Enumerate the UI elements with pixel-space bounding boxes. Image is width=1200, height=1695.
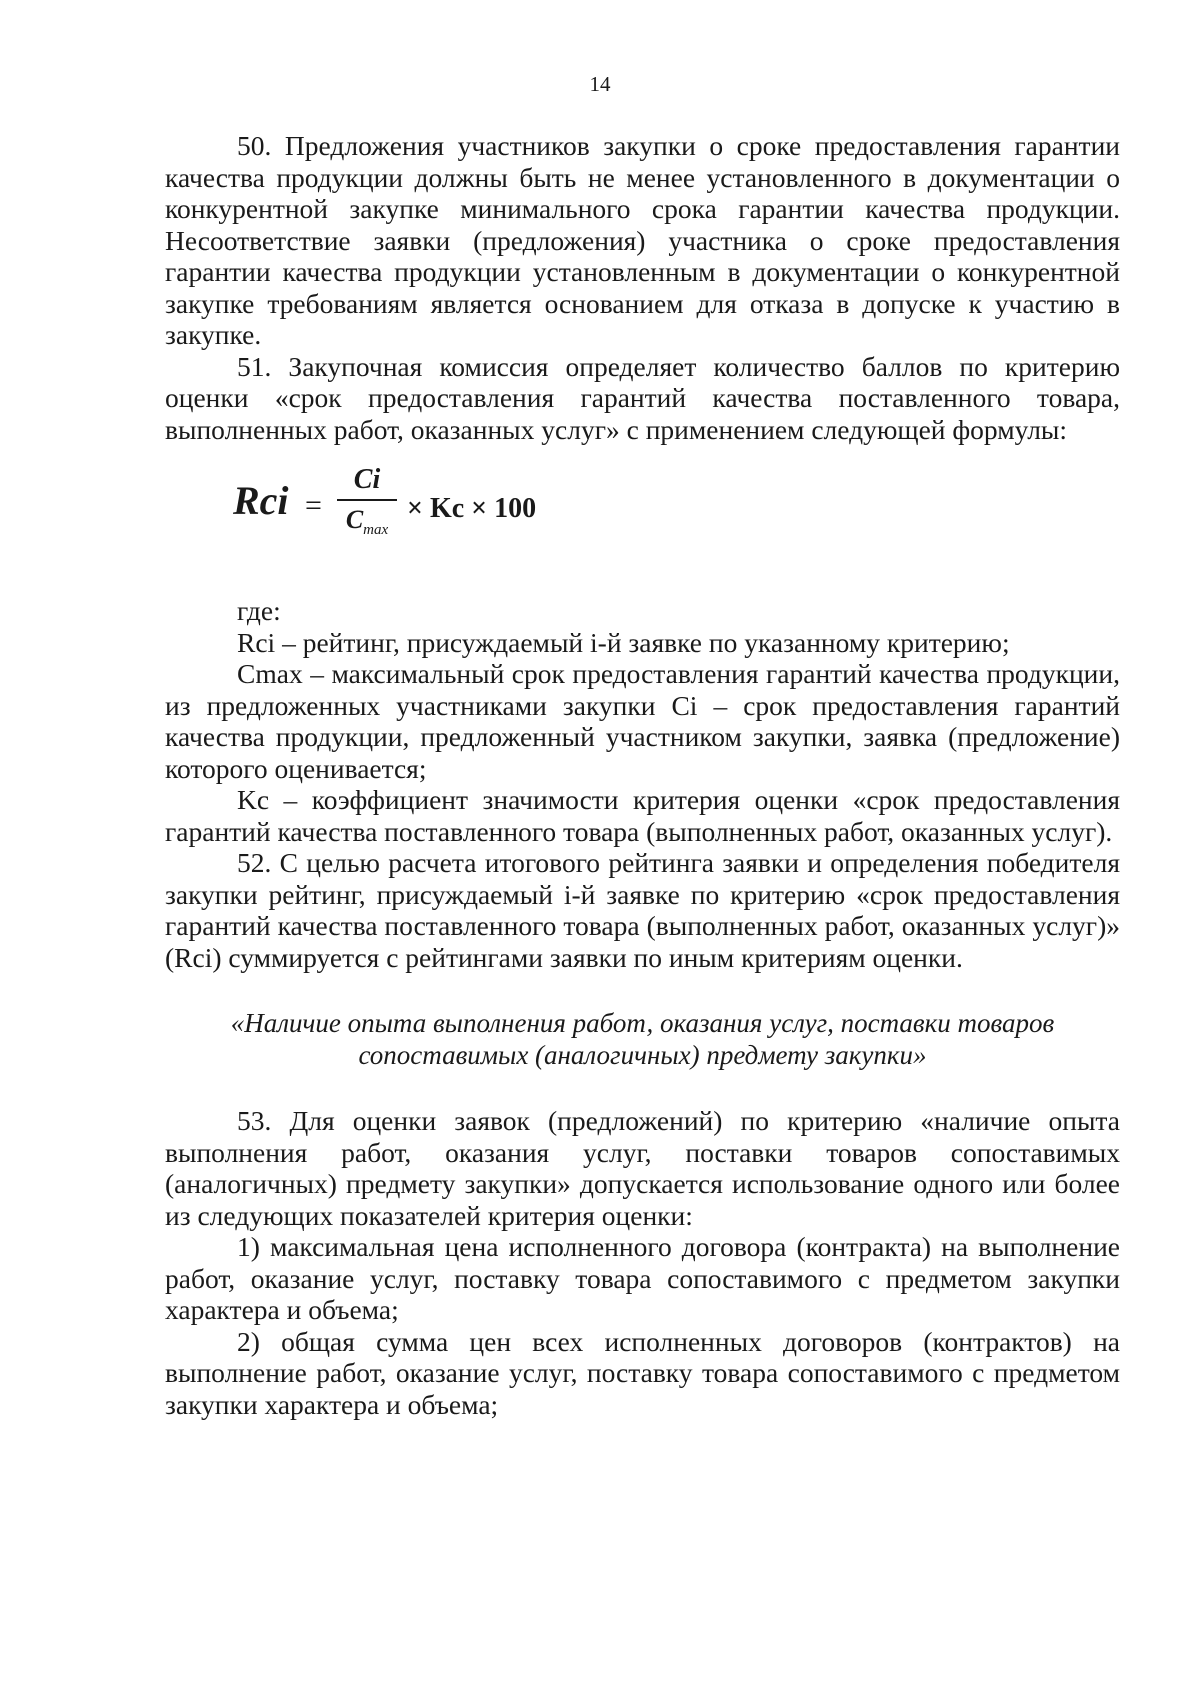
definition-kc: Kc – коэффициент значимости критерия оценки «срок предоставления гарантий качества поставленного товара (выполненных работ, оказанных услуг). <box>165 784 1120 847</box>
definition-rci: Rci – рейтинг, присуждаемый i-й заявке по указанному критерию; <box>237 626 1010 658</box>
list-item-1: 1) максимальная цена исполненного договора (контракта) на выполнение работ, оказание услуг, поставку товара сопоставимого с предметом закупки характера и объема; <box>165 1231 1120 1325</box>
section-heading-line2: сопоставимых (аналогичных) предмету закупки» <box>358 1040 927 1070</box>
definition-cmax: Cmax – максимальный срок предоставления гарантий качества продукции, из предложенных участниками закупки Ci – срок предоставления гарантий качества продукции, предложенный участником закупки, заявка (предложение) которого оценивается; <box>165 658 1120 784</box>
where-label: где: <box>237 595 281 626</box>
page-number: 14 <box>589 72 611 96</box>
paragraph-50: 50. Предложения участников закупки о сроке предоставления гарантии качества продукции должны быть не менее установленного в документации о конкурентной закупке минимального срока гарантии качества продукции. Несоответствие заявки (предложения) участника о сроке предоставления гарантии качества продукции установленным в документации о конкурентной закупке требованиям является основанием для отказа в допуске к участию в закупке. <box>165 130 1120 350</box>
fraction-bar <box>337 499 397 501</box>
rating-formula <box>165 445 1120 595</box>
document-body <box>165 130 1120 1420</box>
paragraph-52: 52. С целью расчета итогового рейтинга заявки и определения победителя закупки рейтинг, присуждаемый i-й заявке по критерию «срок предоставления гарантий качества поставленного товара (выполненных работ, оказанных услуг)» (Rci) суммируется с рейтингами заявки по иным критериям оценки. <box>165 847 1120 973</box>
formula-multipliers: × Kc × 100 <box>407 493 537 524</box>
spacer <box>165 1071 1120 1105</box>
formula-denominator: $C_{max}$ <box>345 505 389 539</box>
list-item-2: 2) общая сумма цен всех исполненных договоров (контрактов) на выполнение работ, оказание услуг, поставку товара сопоставимого с предметом закупки характера и объема; <box>165 1325 1120 1420</box>
paragraph-51: 51. Закупочная комиссия определяет количество баллов по критерию оценки «срок предоставления гарантий качества поставленного товара, выполненных работ, оказанных услуг» с применением следующей формулы: <box>165 350 1120 445</box>
formula-fraction <box>337 463 397 545</box>
formula-equals: = <box>305 489 322 522</box>
spacer <box>165 973 1120 1007</box>
formula-numerator: Ci <box>353 464 381 495</box>
paragraph-53: 53. Для оценки заявок (предложений) по критерию «наличие опыта выполнения работ, оказания услуг, поставки товаров сопоставимых (аналогичных) предмету закупки» допускается использование одного или более из следующих показателей критерия оценки: <box>165 1105 1120 1231</box>
section-heading-line1: «Наличие опыта выполнения работ, оказания услуг, поставки товаров <box>230 1008 1055 1038</box>
formula-lhs: Rci <box>233 478 289 523</box>
